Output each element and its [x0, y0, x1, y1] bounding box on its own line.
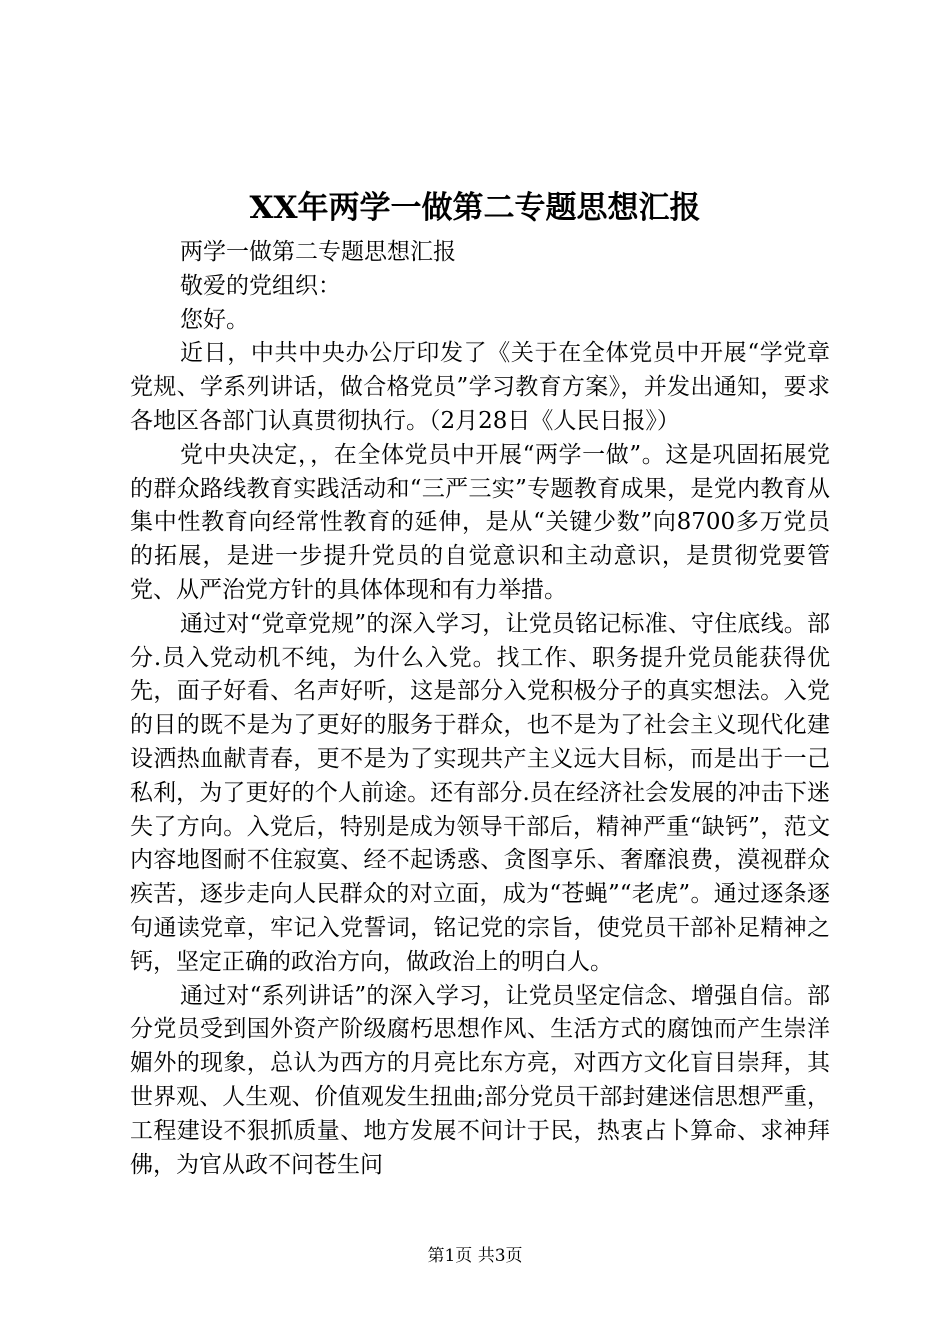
paragraph-body: 党中央决定，，在全体党员中开展“两学一做”。这是巩固拓展党的群众路线教育实践活动和“三严三实”专题教育成果，是党内教育从集中性教育向经常性教育的延伸，是从“关键少数”向8700多万党员的拓展，是进一步提升党员的自觉意识和主动意识，是贯彻党要管党、从严治党方针的具体体现和有力举措。 [130, 441, 830, 603]
paragraph-body: 通过对“党章党规”的深入学习，让党员铭记标准、守住底线。部分.员入党动机不纯，为什么入党。找工作、职务提升党员能获得优先，面子好看、名声好听，这是部分入党积极分子的真实想法。入党的目的既不是为了更好的服务于群众，也不是为了社会主义现代化建设洒热血献青春，更不是为了实现共产主义远大目标，而是出于一己私利，为了更好的个人前途。还有部分.员在经济社会发展的冲击下迷失了方向。入党后，特别是成为领导干部后，精神严重“缺钙”，范文内容地图耐不住寂寞、经不起诱惑、贪图享乐、奢靡浪费，漠视群众疾苦，逐步走向人民群众的对立面，成为“苍蝇”“老虎”。通过逐条逐句通读党章，牢记入党誓词，铭记党的宗旨，使党员干部补足精神之钙，坚定正确的政治方向，做政治上的明白人。 [130, 610, 830, 975]
document-body [130, 236, 830, 1182]
paragraph-body: 通过对“系列讲话”的深入学习，让党员坚定信念、增强自信。部分党员受到国外资产阶级腐朽思想作风、生活方式的腐蚀而产生崇洋媚外的现象，总认为西方的月亮比东方亮，对西方文化盲目崇拜，其世界观、人生观、价值观发生扭曲;部分党员干部封建迷信思想严重，工程建设不狠抓质量、地方发展不问计于民，热衷占卜算命、求神拜佛，为官从政不问苍生问 [130, 982, 830, 1178]
document-title: XX年两学一做第二专题思想汇报 [249, 190, 701, 226]
paragraph-body: 近日，中共中央办公厅印发了《关于在全体党员中开展“学党章党规、学系列讲话，做合格党员”学习教育方案》，并发出通知，要求各地区各部门认真贯彻执行。（2月28日《人民日报》） [130, 340, 830, 434]
page-number: 第1页 共3页 [427, 1246, 523, 1266]
paragraph-salutation: 敬爱的党组织： [180, 272, 341, 299]
paragraph-subtitle: 两学一做第二专题思想汇报 [180, 239, 456, 265]
paragraph-greeting: 您好。 [180, 306, 249, 333]
